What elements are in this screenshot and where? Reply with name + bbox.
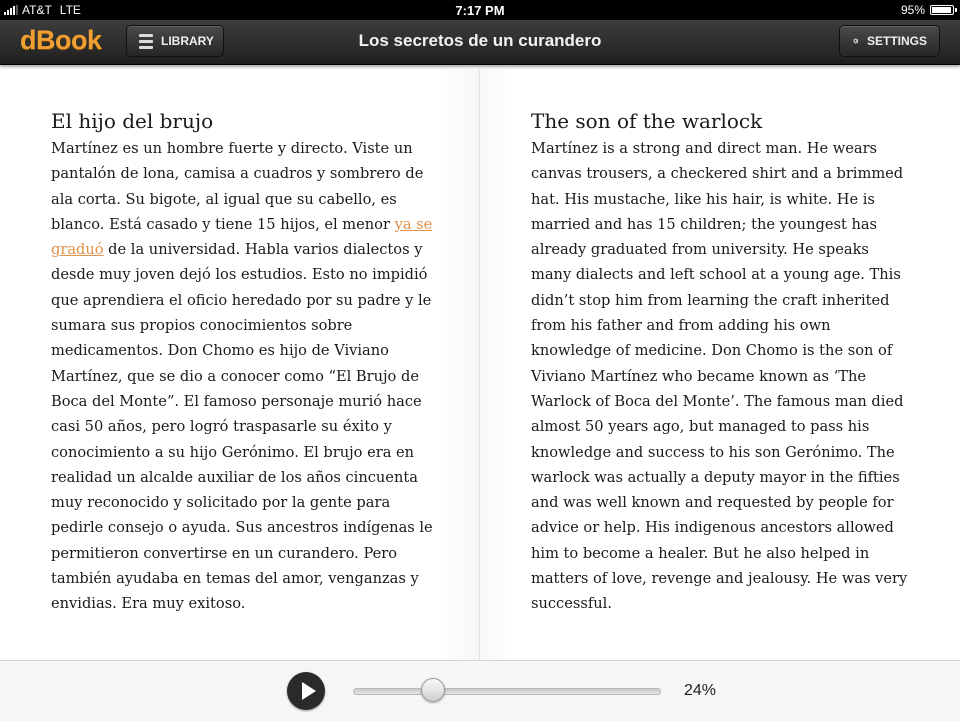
battery-percent: 95% (900, 3, 925, 17)
page-left-text-after-link: de la universidad. Habla varios dialectos y desde muy joven dejó los estudios. Esto no impidió que aprendiera el oficio heredado por su padre y le sumara sus propios conocimientos sobre medicamentos. Don Chomo es hijo de Viviano Martínez, que se dio a conocer como “El Brujo de Boca del Monte”. El famoso personaje murió hace casi 50 años, pero logró traspasarle su éxito y conocimiento a su hijo Gerónimo. El brujo era en realidad un alcalde auxiliar de los años cincuenta muy reconocido y solicitado por la gente para pedirle consejo o ayuda. Sus ancestros indígenas le permitieron convertirse en un curandero. Pero también ayudaba en temas del amor, venganzas y envidias. Era muy exitoso. (51, 241, 433, 613)
library-button-label: LIBRARY (161, 34, 214, 48)
page-left-body (51, 136, 433, 617)
status-right (901, 0, 954, 20)
page-gutter-shadow-right (480, 70, 510, 660)
page-right-english (531, 108, 913, 617)
page-right-heading: The son of the warlock (531, 109, 763, 133)
play-icon (302, 682, 316, 700)
page-gutter-shadow-left (440, 70, 479, 660)
settings-button[interactable] (839, 25, 940, 57)
app-logo: dBook (20, 25, 102, 55)
progress-slider-track[interactable] (353, 688, 661, 695)
carrier-label: AT&T (22, 3, 52, 17)
gloss-link[interactable]: ya se graduó (51, 215, 433, 259)
audio-player-bar (0, 660, 960, 721)
top-toolbar (0, 20, 960, 65)
status-bar (0, 0, 960, 20)
page-left-text-before-link: Martínez es un hombre fuerte y directo. Viste un pantalón de lona, camisa a cuadros y sombrero de ala corta. Su bigote, al igual que su cabello, es blanco. Está casado y tiene 15 hijos, el menor (51, 140, 424, 233)
progress-percent: 24% (684, 682, 717, 699)
play-button[interactable] (287, 672, 325, 710)
battery-fill (932, 7, 951, 13)
battery-icon (930, 5, 954, 15)
gear-icon (852, 32, 859, 50)
settings-button-label: SETTINGS (866, 34, 927, 48)
status-time: 7:17 PM (455, 3, 505, 18)
page-right-body: Martínez is a strong and direct man. He wears canvas trousers, a checkered shirt and a brimmed hat. His mustache, like his hair, is white. He is married and has 15 children; the youngest has already graduated from university. He speaks many dialects and left school at a young age. This didn’t stop him from learning the craft inherited from his father and from adding his own knowledge of medicine. Don Chomo is the son of Viviano Martínez who became known as ‘The Warlock of Boca del Monte’. The famous man died almost 50 years ago, but managed to pass his knowledge and success to his son Gerónimo. The warlock was actually a deputy mayor in the fifties and was well known and requested by people for advice or help. His indigenous ancestors allowed him to become a healer. But he also helped in matters of love, revenge and jealousy. He was very successful. (531, 140, 908, 613)
network-label: LTE (59, 3, 81, 17)
progress-slider-thumb[interactable] (421, 678, 445, 702)
page-left-heading: El hijo del brujo (51, 109, 214, 133)
book-title: Los secretos de un curandero (358, 31, 602, 50)
page-left-spanish (51, 108, 433, 617)
